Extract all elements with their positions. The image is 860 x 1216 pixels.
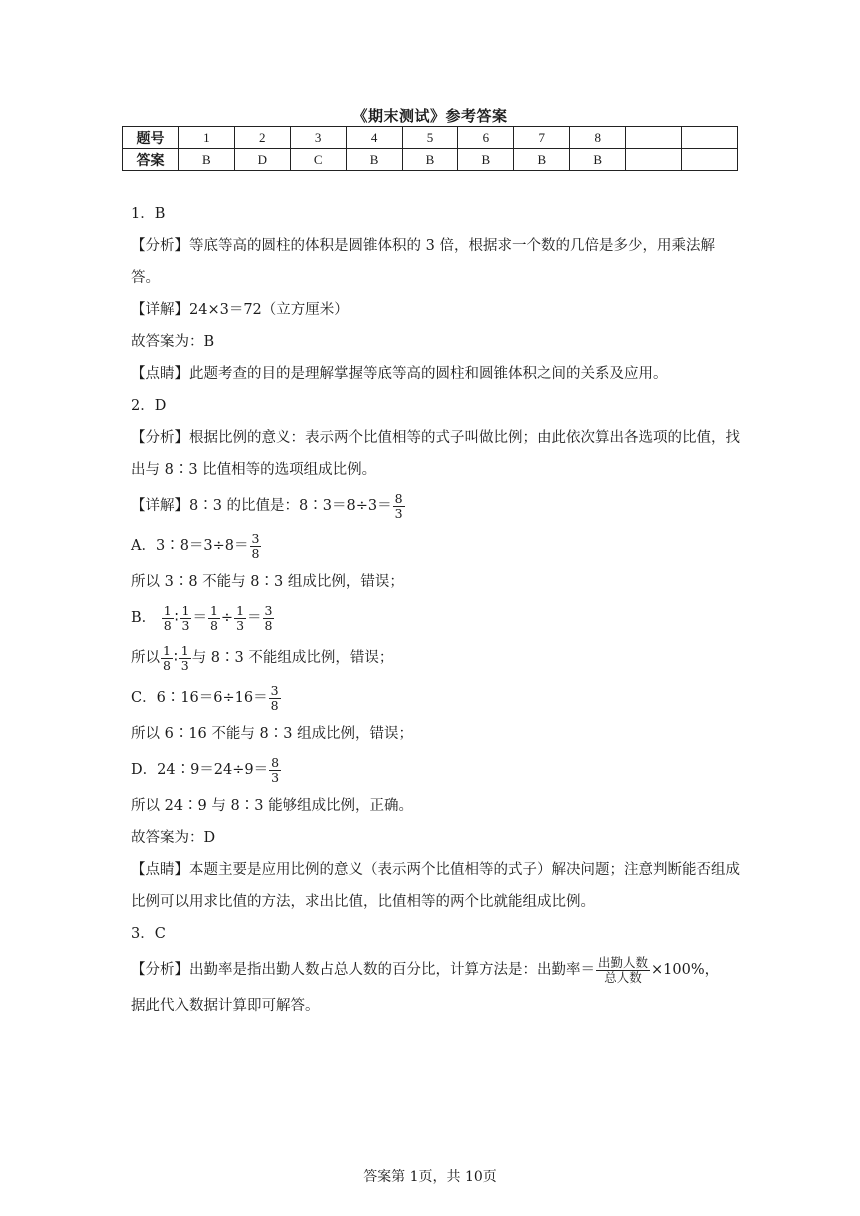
q3-analysis-suffix: ×100%， <box>651 962 720 978</box>
q2-option-a-conclusion: 所以 3∶8 不能与 8∶3 组成比例，错误； <box>131 574 404 590</box>
option-a-expression: A．3∶8＝3÷8＝ <box>131 538 249 554</box>
operator: ∶ <box>173 650 178 666</box>
q1-analysis: 【分析】等底等高的圆柱的体积是圆锥体积的 3 倍，根据求一个数的几倍是多少，用乘法解答。 <box>131 238 715 286</box>
fraction: $\frac{3}{8}$ <box>251 530 260 561</box>
row-label: 题号 <box>123 127 179 149</box>
table-cell: B <box>346 149 402 171</box>
operator: ∶ <box>174 610 179 626</box>
operator: ＝ <box>247 610 262 626</box>
q3-analysis-text: 【分析】出勤率是指出勤人数占总人数的百分比，计算方法是：出勤率＝ <box>131 962 595 978</box>
q2-comment: 【点睛】本题主要是应用比例的意义（表示两个比值相等的式子）解决问题；注意判断能否组成比例可以用求比值的方法，求出比值，比值相等的两个比就能组成比例。 <box>131 862 740 910</box>
table-cell: B <box>458 149 514 171</box>
table-cell: B <box>514 149 570 171</box>
fraction: $\frac{\text{出勤人数}}{\text{总人数}}$ <box>598 954 649 985</box>
fraction: $\frac{8}{3}$ <box>394 490 403 521</box>
table-cell: C <box>290 149 346 171</box>
q2-option-d-conclusion: 所以 24∶9 与 8∶3 能够组成比例，正确。 <box>131 798 414 814</box>
table-cell: 1 <box>178 127 234 149</box>
table-cell: B <box>178 149 234 171</box>
option-c-expression: C．6∶16＝6÷16＝ <box>131 690 268 706</box>
fraction: $\frac{3}{8}$ <box>264 602 273 633</box>
answer-table <box>122 126 738 171</box>
q3-heading: 3．C <box>131 926 166 942</box>
table-cell: 4 <box>346 127 402 149</box>
q2-option-d <box>131 750 741 790</box>
fraction: $\frac{3}{8}$ <box>270 682 279 713</box>
conclusion-prefix: 所以 <box>131 650 160 666</box>
q1-comment: 【点睛】此题考查的目的是理解掌握等底等高的圆柱和圆锥体积之间的关系及应用。 <box>131 366 668 382</box>
fraction: $\frac{1}{3}$ <box>181 602 190 633</box>
table-cell: 2 <box>234 127 290 149</box>
fraction: $\frac{1}{3}$ <box>236 602 245 633</box>
q3-analysis-line2: 据此代入数据计算即可解答。 <box>131 998 320 1014</box>
q2-option-b-conclusion <box>131 638 741 678</box>
table-cell: B <box>570 149 626 171</box>
answer-row <box>123 149 738 171</box>
table-cell: 3 <box>290 127 346 149</box>
q2-option-c-conclusion: 所以 6∶16 不能与 8∶3 组成比例，错误； <box>131 726 414 742</box>
q2-option-a <box>131 526 741 566</box>
page-footer: 答案第 1页，共 10页 <box>363 1169 497 1185</box>
q2-analysis: 【分析】根据比例的意义：表示两个比值相等的式子叫做比例；由此依次算出各选项的比值，找出与 8∶3 比值相等的选项组成比例。 <box>131 430 740 478</box>
operator: ÷ <box>220 610 234 626</box>
row-label: 答案 <box>123 149 179 171</box>
q3-analysis <box>131 950 741 990</box>
table-cell: 7 <box>514 127 570 149</box>
option-b-label: B． <box>131 610 157 626</box>
q1-heading: 1．B <box>131 206 166 222</box>
table-cell: B <box>402 149 458 171</box>
table-cell <box>626 127 682 149</box>
page-title: 《期末测试》参考答案 <box>352 107 508 125</box>
answer-content <box>131 198 741 1022</box>
fraction: $\frac{1}{3}$ <box>180 642 189 673</box>
q1-detail: 【详解】24×3＝72（立方厘米） <box>131 302 349 318</box>
q2-detail-text: 【详解】8∶3 的比值是：8∶3＝8÷3＝ <box>131 498 392 514</box>
table-cell: 6 <box>458 127 514 149</box>
fraction: $\frac{1}{8}$ <box>163 602 172 633</box>
q2-heading: 2．D <box>131 398 167 414</box>
q1-answer: 故答案为：B <box>131 334 215 350</box>
q2-option-c <box>131 678 741 718</box>
table-cell: 5 <box>402 127 458 149</box>
fraction: $\frac{1}{8}$ <box>163 642 171 673</box>
fraction: $\frac{1}{8}$ <box>209 602 218 633</box>
table-cell <box>682 149 738 171</box>
conclusion-suffix: 与 8∶3 不能组成比例，错误； <box>191 650 394 666</box>
q2-option-b <box>131 598 741 638</box>
q2-detail <box>131 486 741 526</box>
table-cell: D <box>234 149 290 171</box>
table-cell: 8 <box>570 127 626 149</box>
operator: ＝ <box>192 610 207 626</box>
table-cell <box>682 127 738 149</box>
table-cell <box>626 149 682 171</box>
fraction: $\frac{8}{3}$ <box>271 754 280 785</box>
q2-answer: 故答案为：D <box>131 830 216 846</box>
option-d-expression: D．24∶9＝24÷9＝ <box>131 762 269 778</box>
question-number-row <box>123 127 738 149</box>
